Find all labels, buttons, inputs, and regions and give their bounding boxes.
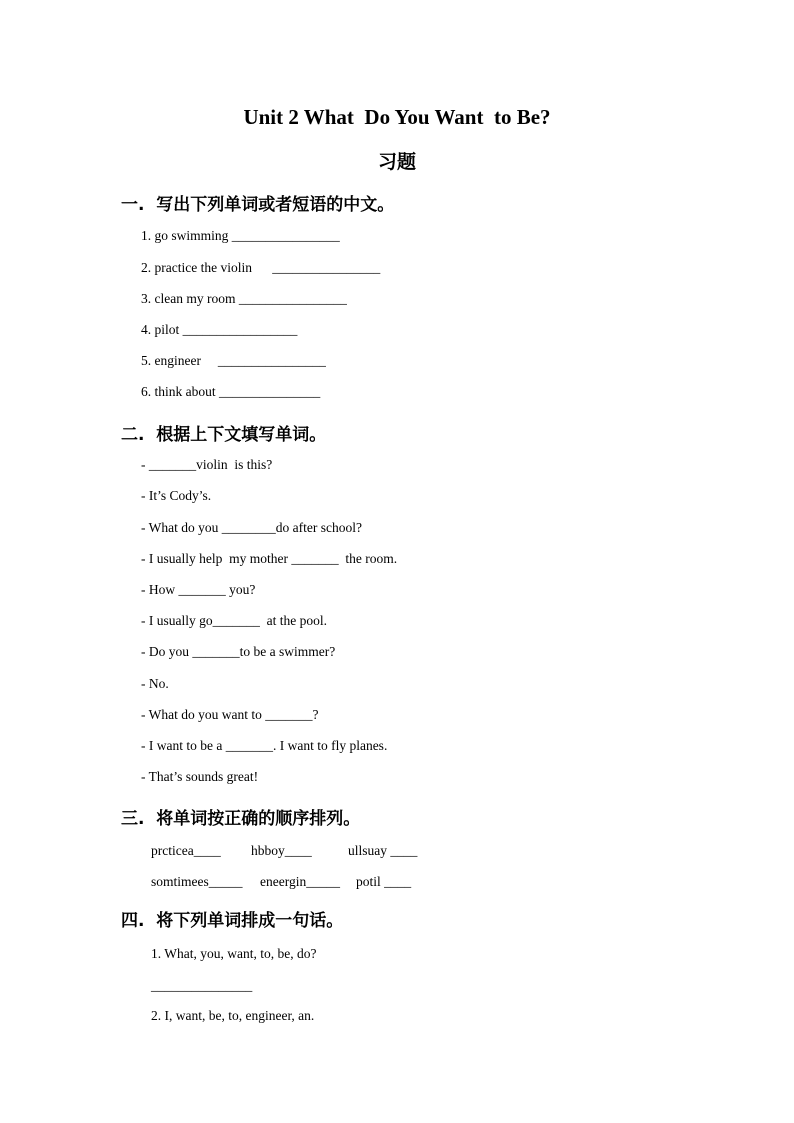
dialogue-line: - I usually go_______ at the pool. <box>141 613 327 628</box>
dialogue-line: - It’s Cody’s. <box>141 488 212 503</box>
section-1-item: 1. go swimming ________________ <box>141 228 340 243</box>
answer-blank: _______________ <box>151 978 253 993</box>
dialogue-line: - What do you ________do after school? <box>141 520 362 535</box>
dialogue-line: - That’s sounds great! <box>141 769 259 784</box>
dialogue-line: - _______violin is this? <box>141 457 273 472</box>
scrambled-word: prcticea____ <box>151 843 221 858</box>
scrambled-word: potil ____ <box>356 874 412 889</box>
dialogue-line: - Do you _______to be a swimmer? <box>141 644 336 659</box>
dialogue-line: - I usually help my mother _______ the room. <box>141 551 398 566</box>
section-2-heading: 二. 根据上下文填写单词。 <box>121 425 327 445</box>
scrambled-word: ullsuay ____ <box>348 843 418 858</box>
scrambled-word: hbboy____ <box>251 843 312 858</box>
page-title: Unit 2 What Do You Want to Be? <box>243 105 551 129</box>
sentence-question: 1. What, you, want, to, be, do? <box>151 946 317 961</box>
section-1-item: 5. engineer ________________ <box>141 353 326 368</box>
section-3-heading: 三. 将单词按正确的顺序排列。 <box>121 809 361 829</box>
scrambled-word: eneergin_____ <box>260 874 340 889</box>
dialogue-line: - What do you want to _______? <box>141 707 319 722</box>
section-1-item: 4. pilot _________________ <box>141 322 298 337</box>
dialogue-line: - How _______ you? <box>141 582 256 597</box>
page-subtitle: 习题 <box>377 151 416 173</box>
section-1-item: 2. practice the violin ________________ <box>141 260 381 275</box>
scrambled-word: somtimees_____ <box>151 874 243 889</box>
dialogue-line: - No. <box>141 676 169 691</box>
section-1-item: 3. clean my room ________________ <box>141 291 347 306</box>
dialogue-line: - I want to be a _______. I want to fly planes. <box>141 738 388 753</box>
section-4-heading: 四. 将下列单词排成一句话。 <box>121 911 344 931</box>
sentence-question: 2. I, want, be, to, engineer, an. <box>151 1008 315 1023</box>
section-1-item: 6. think about _______________ <box>141 384 321 399</box>
section-1-heading: 一. 写出下列单词或者短语的中文。 <box>121 195 395 215</box>
